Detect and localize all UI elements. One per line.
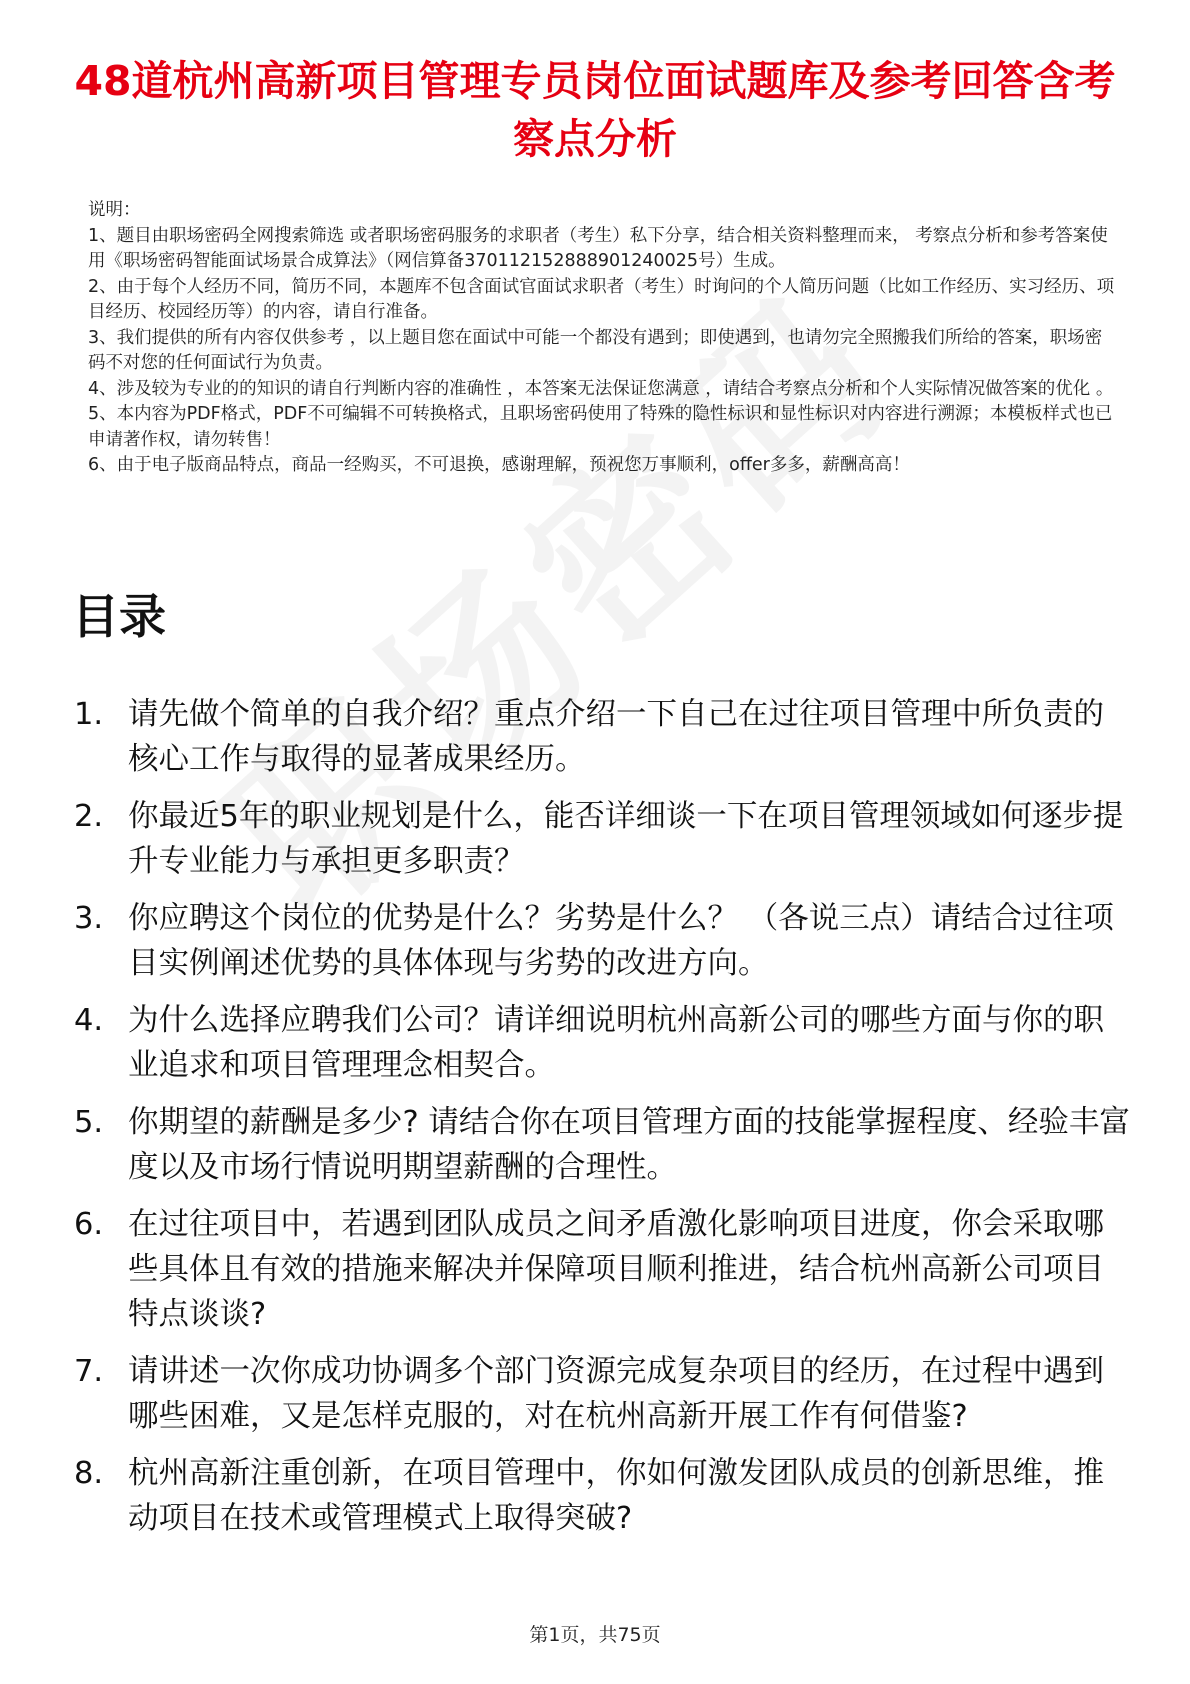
toc-item-text: 你应聘这个岗位的优势是什么？劣势是什么？ （各说三点）请结合过往项目实例阐述优势的具体体现与劣势的改进方向。 — [128, 901, 1114, 981]
toc-item[interactable] — [74, 998, 1134, 1088]
toc-item-text: 杭州高新注重创新，在项目管理中，你如何激发团队成员的创新思维，推动项目在技术或管理模式上取得突破? — [128, 1456, 1104, 1536]
toc-item[interactable] — [74, 794, 1134, 884]
toc-item-number: 8. — [74, 1456, 104, 1491]
document-title: 48道杭州高新项目管理专员岗位面试题库及参考回答含考察点分析 — [74, 57, 1116, 163]
notes-section — [88, 198, 1118, 479]
notes-line: 1、题目由职场密码全网搜索筛选 或者职场密码服务的求职者（考生）私下分享，结合相关资料整理而来， 考察点分析和参考答案使用《职场密码智能面试场景合成算法》（网信算备370112152888901240025号）生成。 — [88, 225, 1108, 271]
toc-item[interactable] — [74, 1202, 1134, 1337]
toc-item-text: 你期望的薪酬是多少? 请结合你在项目管理方面的技能掌握程度、经验丰富度以及市场行情说明期望薪酬的合理性。 — [128, 1105, 1130, 1185]
toc-item-text: 请讲述一次你成功协调多个部门资源完成复杂项目的经历，在过程中遇到哪些困难，又是怎样克服的，对在杭州高新开展工作有何借鉴? — [128, 1354, 1104, 1434]
toc-item-number: 2. — [74, 799, 104, 834]
page-footer: 第1页，共75页 — [529, 1624, 661, 1646]
notes-line: 3、我们提供的所有内容仅供参考 ，以上题目您在面试中可能一个都没有遇到；即使遇到，也请勿完全照搬我们所给的答案，职场密码不对您的任何面试行为负责。 — [88, 327, 1103, 373]
toc-item-number: 7. — [74, 1354, 104, 1389]
toc-item-number: 3. — [74, 901, 104, 936]
notes-line: 5、本内容为PDF格式，PDF不可编辑不可转换格式，且职场密码使用了特殊的隐性标识和显性标识对内容进行溯源；本模板样式也已申请著作权，请勿转售！ — [88, 404, 1113, 450]
notes-line: 说明： — [88, 200, 141, 220]
toc-list — [74, 692, 1134, 1553]
notes-line: 6、由于电子版商品特点，商品一经购买，不可退换，感谢理解，预祝您万事顺利，offer多多，薪酬高高！ — [88, 455, 910, 475]
toc-item-number: 6. — [74, 1207, 104, 1242]
toc-item[interactable] — [74, 1451, 1134, 1541]
toc-item-number: 4. — [74, 1003, 104, 1038]
toc-item-text: 为什么选择应聘我们公司？请详细说明杭州高新公司的哪些方面与你的职业追求和项目管理理念相契合。 — [128, 1003, 1104, 1083]
toc-item-text: 在过往项目中，若遇到团队成员之间矛盾激化影响项目进度，你会采取哪些具体且有效的措施来解决并保障项目顺利推进，结合杭州高新公司项目特点谈谈? — [128, 1207, 1104, 1332]
notes-line: 4、涉及较为专业的的知识的请自行判断内容的准确性 ，本答案无法保证您满意 ，请结合考察点分析和个人实际情况做答案的优化 。 — [88, 378, 1114, 399]
toc-item[interactable] — [74, 896, 1134, 986]
toc-item[interactable] — [74, 692, 1134, 782]
toc-item[interactable] — [74, 1349, 1134, 1439]
toc-item-number: 1. — [74, 697, 104, 732]
toc-item-number: 5. — [74, 1105, 104, 1140]
toc-heading: 目录 — [72, 590, 166, 645]
toc-item[interactable] — [74, 1100, 1134, 1190]
notes-line: 2、由于每个人经历不同，简历不同，本题库不包含面试官面试求职者（考生）时询问的个人简历问题（比如工作经历、实习经历、项目经历、校园经历等）的内容，请自行准备。 — [88, 276, 1115, 322]
toc-item-text: 你最近5年的职业规划是什么，能否详细谈一下在项目管理领域如何逐步提升专业能力与承担更多职责？ — [128, 799, 1124, 879]
toc-item-text: 请先做个简单的自我介绍？重点介绍一下自己在过往项目管理中所负责的核心工作与取得的显著成果经历。 — [128, 697, 1104, 777]
